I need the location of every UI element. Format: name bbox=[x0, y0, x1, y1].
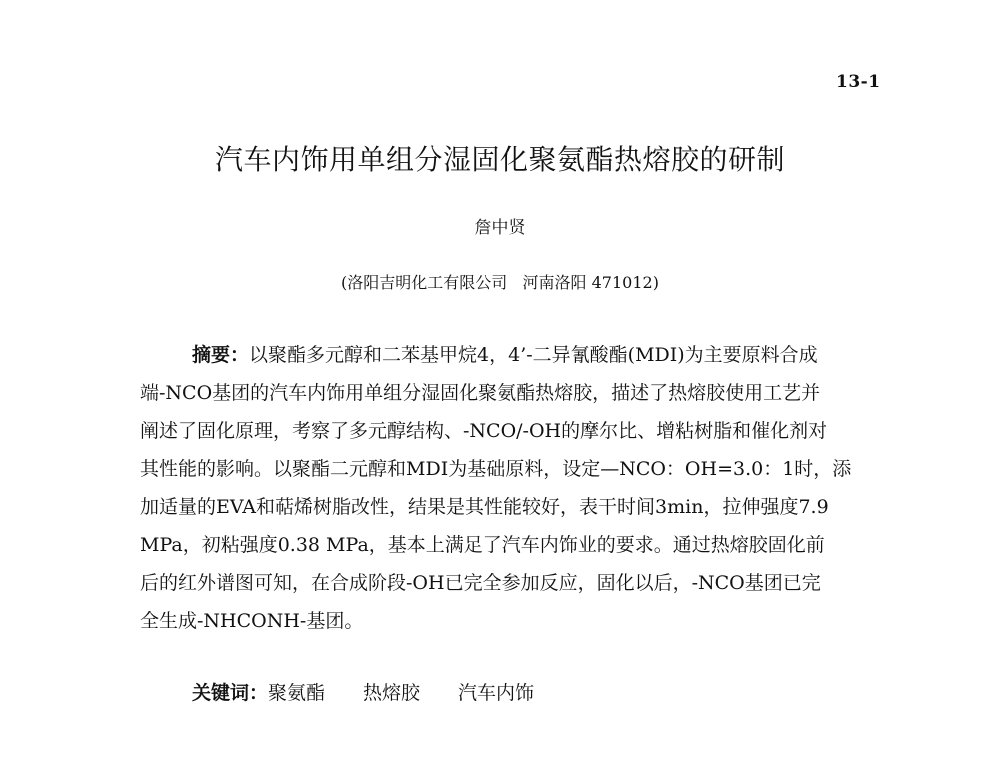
abstract-line bbox=[140, 336, 860, 374]
paper-title: 汽车内饰用单组分湿固化聚氨酯热熔胶的研制 bbox=[214, 143, 785, 176]
keywords-label: 关键词： bbox=[192, 682, 269, 704]
abstract-line: 其性能的影响。以聚酯二元醇和MDI为基础原料，设定—NCO：OH=3.0：1时，添 bbox=[140, 458, 852, 480]
abstract-line: 加适量的EVA和萜烯树脂改性，结果是其性能较好，表干时间3min，拉伸强度7.9 bbox=[140, 496, 829, 518]
keywords bbox=[192, 678, 572, 705]
author-affiliation: (洛阳吉明化工有限公司 河南洛阳 471012) bbox=[341, 273, 659, 292]
abstract-line: 后的红外谱图可知，在合成阶段-OH已完全参加反应，固化以后，-NCO基团已完 bbox=[140, 572, 821, 594]
abstract-line: 端-NCO基团的汽车内饰用单组分湿固化聚氨酯热熔胶，描述了热熔胶使用工艺并 bbox=[140, 382, 821, 404]
author-name: 詹中贤 bbox=[474, 218, 526, 238]
abstract-line: 全生成-NHCONH-基团。 bbox=[140, 610, 364, 632]
abstract bbox=[140, 336, 860, 640]
keyword: 聚氨酯 bbox=[268, 682, 326, 704]
keyword: 汽车内饰 bbox=[458, 682, 535, 704]
page-number: 13-1 bbox=[836, 72, 881, 92]
abstract-line: MPa，初粘强度0.38 MPa，基本上满足了汽车内饰业的要求。通过热熔胶固化前 bbox=[140, 534, 825, 556]
keyword: 热熔胶 bbox=[363, 682, 421, 704]
abstract-line: 阐述了固化原理，考察了多元醇结构、-NCO/-OH的摩尔比、增粘树脂和催化剂对 bbox=[140, 420, 828, 442]
abstract-label: 摘要： bbox=[192, 344, 250, 366]
abstract-text: 以聚酯多元醇和二苯基甲烷4，4’-二异氰酸酯(MDI)为主要原料合成 bbox=[249, 344, 818, 366]
